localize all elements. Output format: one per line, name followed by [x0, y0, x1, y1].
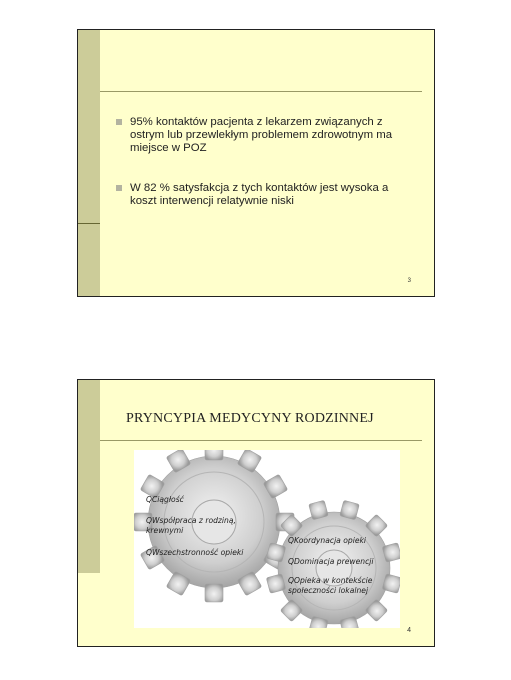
- gear-item: QCiągłość: [146, 495, 184, 504]
- slide-2: [77, 379, 435, 647]
- page-number: 4: [407, 627, 411, 634]
- gear-item: QWszechstronność opieki: [146, 548, 244, 557]
- gear-item: QDominacja prewencji: [288, 557, 374, 566]
- side-divider: [78, 223, 100, 224]
- title-divider: [100, 91, 422, 92]
- slide-title: PRYNCYPIA MEDYCYNY RODZINNEJ: [126, 411, 374, 426]
- gears-diagram: [134, 450, 400, 628]
- page-number: 3: [407, 278, 411, 284]
- title-divider: [100, 440, 422, 441]
- square-bullet-icon: [116, 119, 122, 125]
- square-bullet-icon: [116, 185, 122, 191]
- slide-side-bar: [78, 30, 100, 296]
- gear-item: QWspółpraca z rodziną, krewnymi: [146, 516, 236, 535]
- gear-item: QOpieka w kontekście społeczności lokalnej: [288, 576, 373, 595]
- gear-item: QKoordynacja opieki: [288, 536, 366, 545]
- bullet-text: W 82 % satysfakcja z tych kontaktów jest wysoka a koszt interwencji relatywnie niski: [130, 182, 389, 207]
- slide-1: [77, 29, 435, 297]
- slide-side-bar: [78, 380, 100, 573]
- bullet-text: 95% kontaktów pacjenta z lekarzem związanych z ostrym lub przewlekłym problemem zdrowotnym ma miejsce w POZ: [130, 116, 393, 154]
